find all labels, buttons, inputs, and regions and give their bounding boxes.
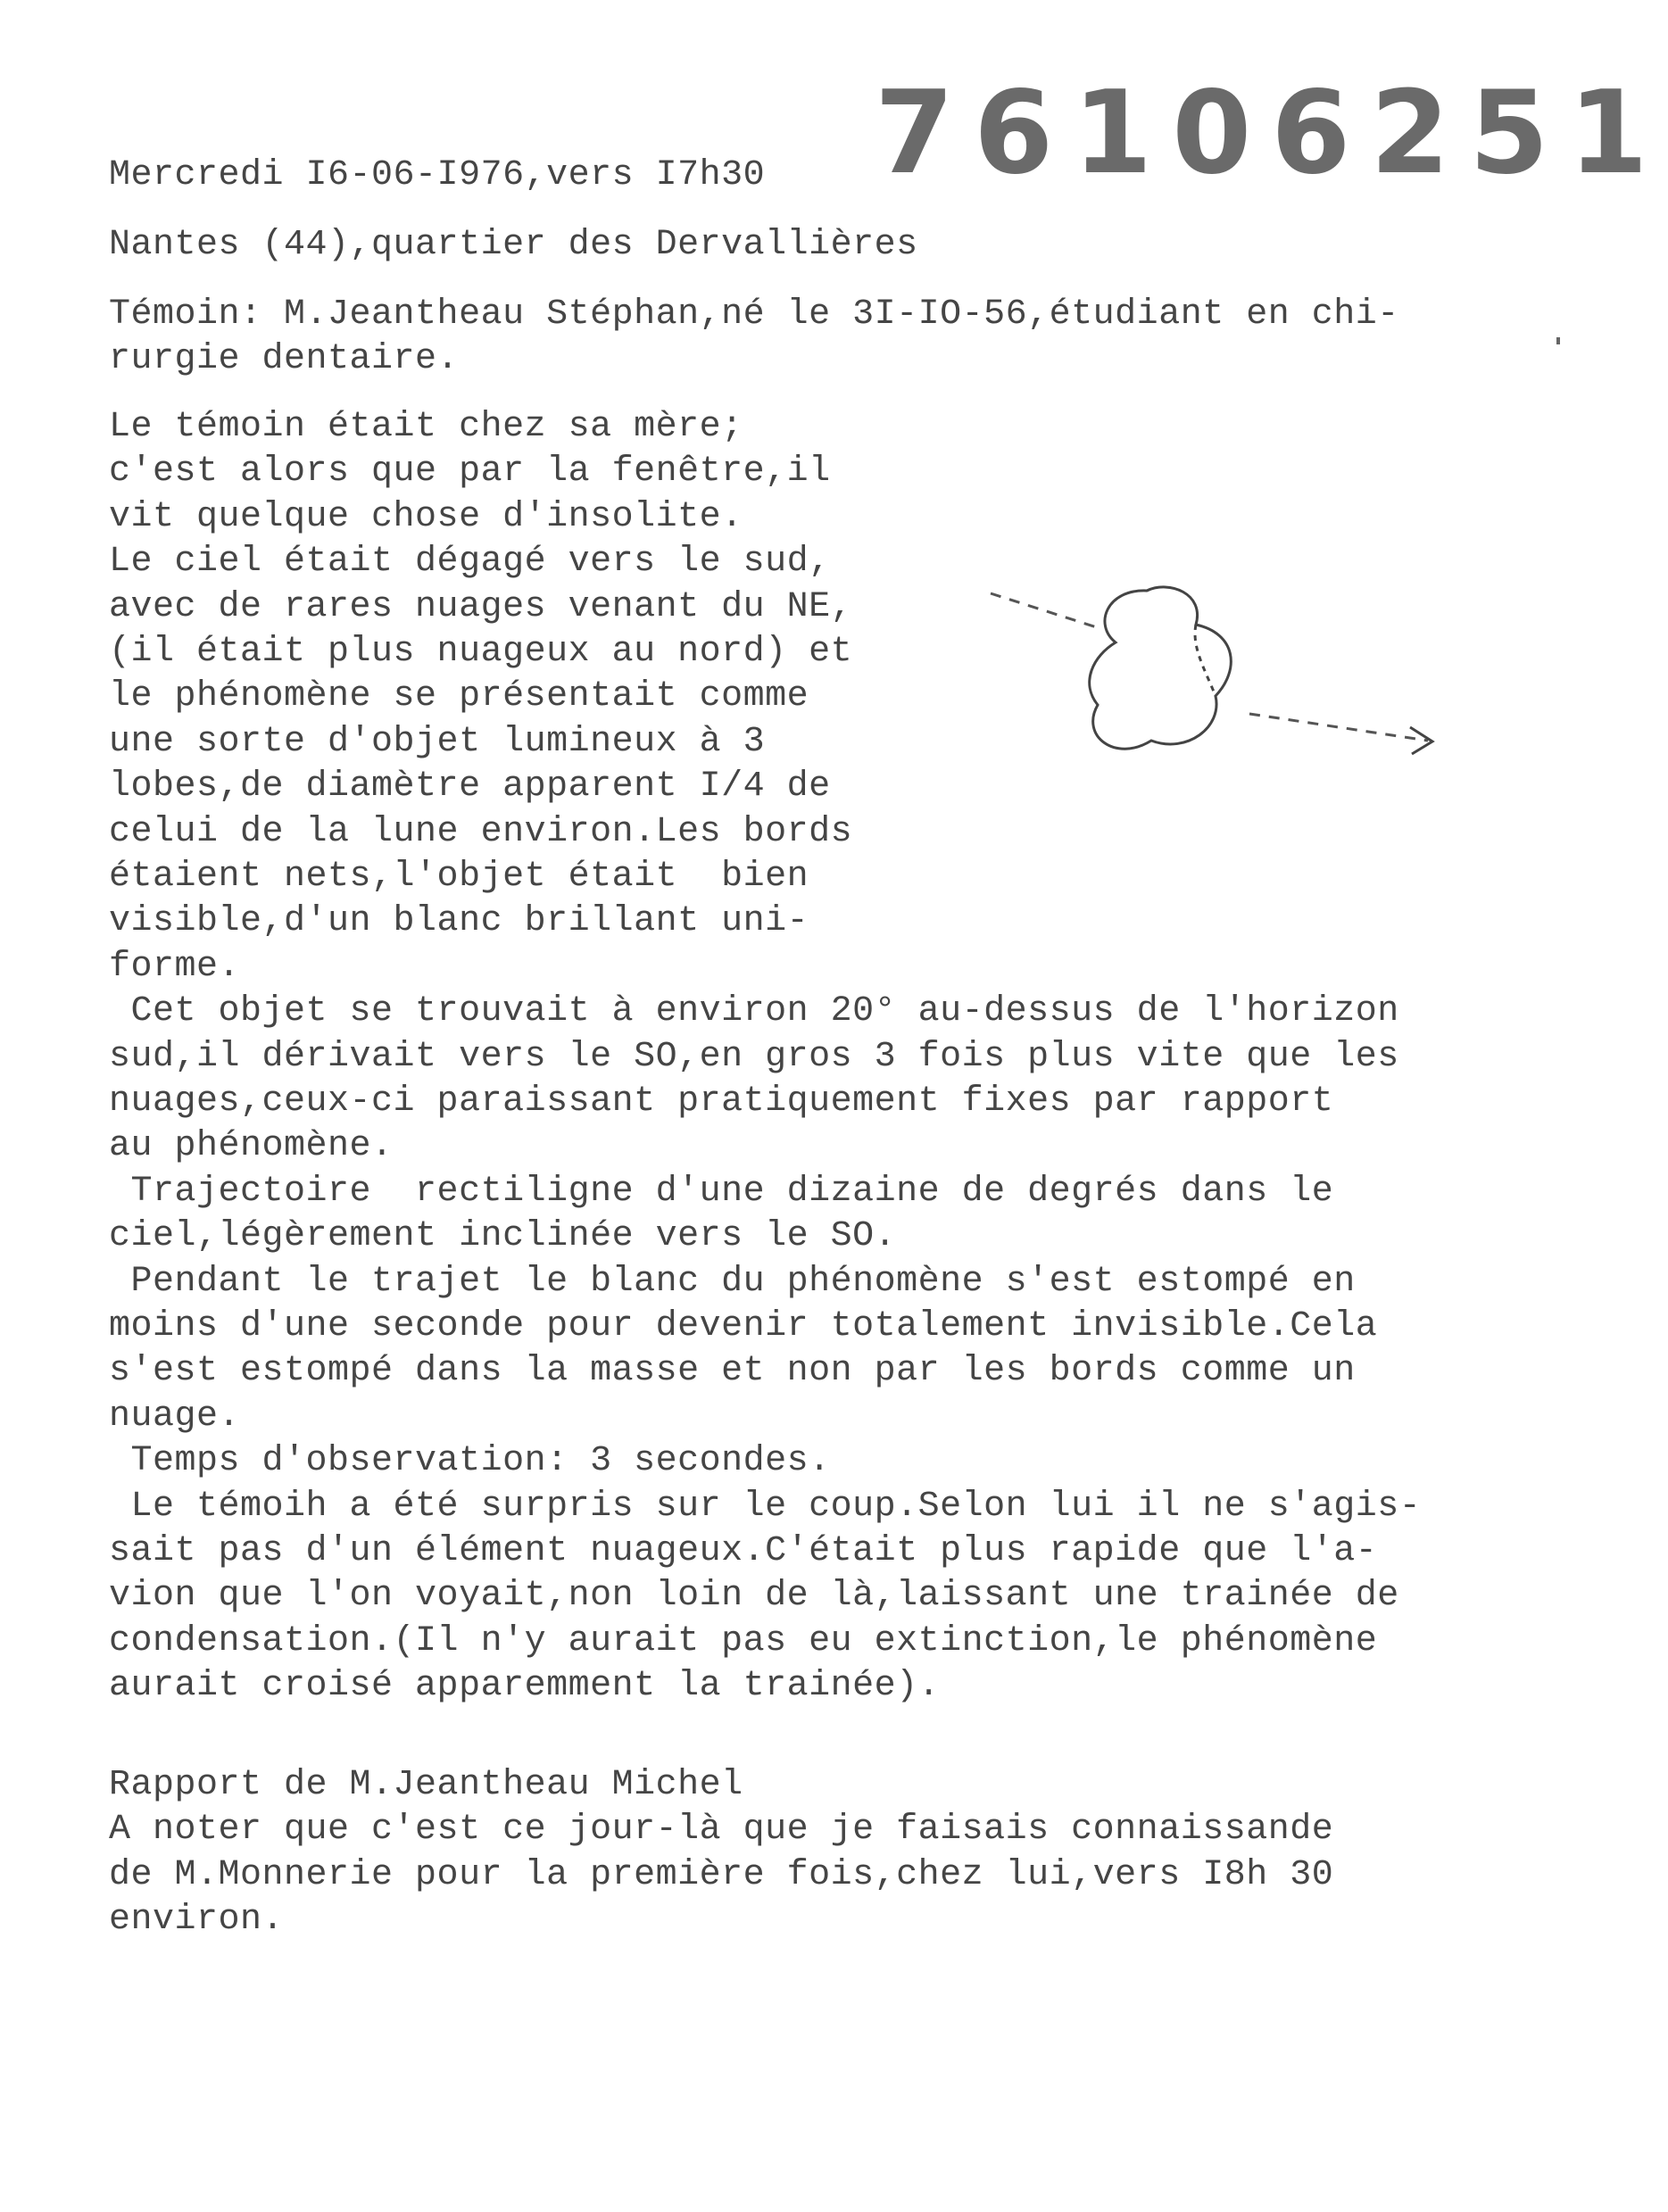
narrative-line: aurait croisé apparemment la trainée). xyxy=(109,1666,941,1707)
narrative-line: Temps d'observation: 3 secondes. xyxy=(109,1441,831,1482)
three-lobed-object-icon xyxy=(1090,587,1232,749)
narrative-line: une sorte d'objet lumineux à 3 xyxy=(109,721,766,762)
witness-line-2: rurgie dentaire. xyxy=(109,339,460,379)
narrative-line: avec de rares nuages venant du NE, xyxy=(109,586,853,627)
narrative-line: vion que l'on voyait,non loin de là,laissant une trainée de xyxy=(109,1576,1399,1617)
location-line: Nantes (44),quartier des Dervallières xyxy=(109,225,918,265)
narrative-line: (il était plus nuageux au nord) et xyxy=(109,632,853,672)
narrative-line: Le témoin était chez sa mère; xyxy=(109,407,743,447)
narrative-line: moins d'une seconde pour devenir totalement invisible.Cela xyxy=(109,1306,1378,1346)
narrative-line: nuages,ceux-ci paraissant pratiquement fixes par rapport xyxy=(109,1081,1334,1122)
narrative-line: Cet objet se trouvait à environ 20° au-dessus de l'horizon xyxy=(109,991,1399,1032)
narrative-line: forme. xyxy=(109,946,241,987)
narrative-line: ciel,légèrement inclinée vers le SO. xyxy=(109,1216,897,1257)
margin-mark xyxy=(1556,337,1560,344)
date-line: Mercredi I6-06-I976,vers I7h30 xyxy=(109,155,766,195)
trajectory-dashed-line-out xyxy=(1249,714,1428,741)
narrative-line: étaient nets,l'objet était bien xyxy=(109,857,809,897)
report-heading: Rapport de M.Jeantheau Michel xyxy=(109,1765,743,1805)
three-lobed-object-sketch-icon xyxy=(982,562,1499,803)
trajectory-arrowhead-icon xyxy=(1410,727,1432,754)
narrative-line: c'est alors que par la fenêtre,il xyxy=(109,452,831,493)
narrative-line: Pendant le trajet le blanc du phénomène s'est estompé en xyxy=(109,1261,1356,1302)
narrative-line: Le témoih a été surpris sur le coup.Selon lui il ne s'agis- xyxy=(109,1486,1422,1527)
narrative-line: condensation.(Il n'y aurait pas eu extinction,le phénomène xyxy=(109,1620,1378,1661)
report-line: environ. xyxy=(109,1900,285,1941)
narrative-line: visible,d'un blanc brillant uni- xyxy=(109,901,809,942)
narrative-line: s'est estompé dans la masse et non par les bords comme un xyxy=(109,1351,1356,1392)
narrative-line: Le ciel était dégagé vers le sud, xyxy=(109,542,831,583)
narrative-line: vit quelque chose d'insolite. xyxy=(109,496,743,537)
narrative-line: lobes,de diamètre apparent I/4 de xyxy=(109,766,831,808)
narrative-line: le phénomène se présentait comme xyxy=(109,676,809,717)
report-line: de M.Monnerie pour la première fois,chez lui,vers I8h 30 xyxy=(109,1854,1334,1895)
narrative-line: nuage. xyxy=(109,1396,241,1437)
witness-line-1: Témoin: M.Jeantheau Stéphan,né le 3I-IO-56,étudiant en chi- xyxy=(109,294,1399,335)
reference-number-stamp: 76106251 xyxy=(875,67,1668,200)
narrative-line: au phénomène. xyxy=(109,1126,394,1167)
narrative-line: sud,il dérivait vers le SO,en gros 3 fois plus vite que les xyxy=(109,1036,1399,1077)
trajectory-dashed-line-in xyxy=(991,593,1102,629)
report-line: A noter que c'est ce jour-là que je faisais connaissande xyxy=(109,1810,1334,1851)
narrative-line: sait pas d'un élément nuageux.C'était plus rapide que l'a- xyxy=(109,1531,1378,1571)
narrative-line: Trajectoire rectiligne d'une dizaine de degrés dans le xyxy=(109,1171,1334,1212)
narrative-line: celui de la lune environ.Les bords xyxy=(109,811,853,852)
